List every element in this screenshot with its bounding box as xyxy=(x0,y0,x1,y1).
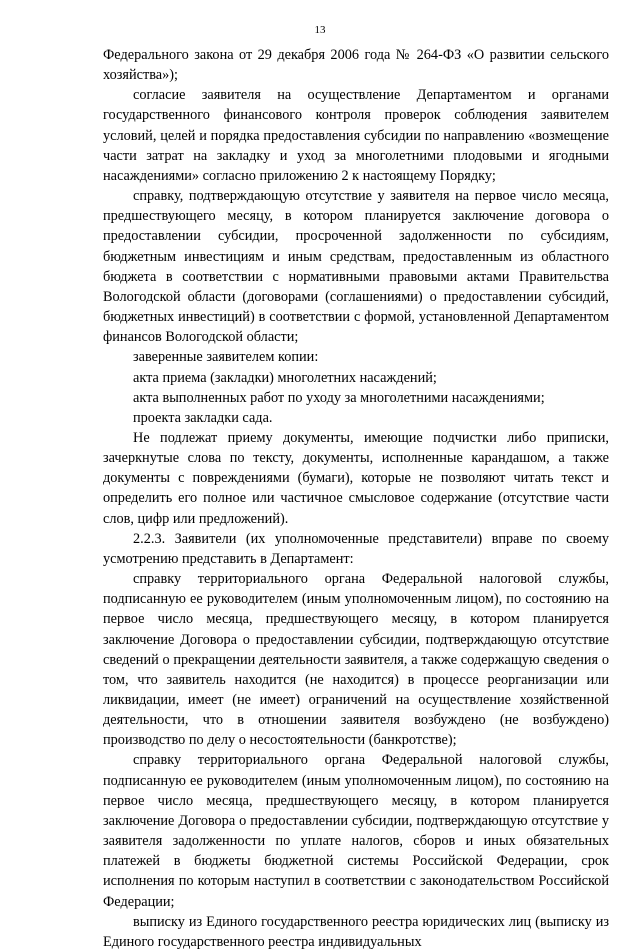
paragraph-tax-certificate-debt: справку территориального органа Федеральной налоговой службы, подписанную ее руководителем (иным уполномоченным лицом), по состоянию на первое число месяца, предшествующего месяцу, в котором планируется заключение Договора о предоставлении субсидии, подтверждающую отсутствие у заявителя задолженности по уплате налогов, сборов и иных обязательных платежей в бюджеты бюджетной системы Российской Федерации, срок исполнения по которым наступил в соответствии с законодательством Российской Федерации; xyxy=(103,752,609,910)
paragraph-law-reference: Федерального закона от 29 декабря 2006 года № 264-ФЗ «О развитии сельского хозяйства»); xyxy=(103,47,609,84)
paragraph-rejection-rules: Не подлежат приему документы, имеющие подчистки либо приписки, зачеркнутые слова по тексту, документы, исполненные карандашом, а также документы с повреждениями (бумаги), которые не позволяют читать текст и определить его полное или частичное смысловое содержание (отсутствие части слов, цифр или предложений). xyxy=(103,429,609,527)
paragraph-registry-extract: выписку из Единого государственного реестра юридических лиц (выписку из Единого государственного реестра индивидуальных xyxy=(103,913,609,950)
paragraph-garden-project: проекта закладки сада. xyxy=(133,409,273,426)
document-body xyxy=(103,45,609,952)
paragraph-act-planting: акта приема (закладки) многолетних насаждений; xyxy=(133,369,437,386)
paragraph-section-2-2-3: 2.2.3. Заявители (их уполномоченные представители) вправе по своему усмотрению представить в Департамент: xyxy=(103,530,609,567)
paragraph-certificate-debt: справку, подтверждающую отсутствие у заявителя на первое число месяца, предшествующего месяцу, в котором планируется заключение договора о предоставлении субсидии, просроченной задолженности по субсидиям, бюджетным инвестициям и иным средствам, предоставленным из областного бюджета в соответствии с нормативными правовыми актами Правительства Вологодской области (договорами (соглашениями) о предоставлении субсидий, бюджетных инвестиций) в соответствии с формой, установленной Департаментом финансов Вологодской области; xyxy=(103,188,609,346)
paragraph-certified-copies: заверенные заявителем копии: xyxy=(133,349,319,366)
page-number: 13 xyxy=(314,24,326,36)
paragraph-act-works: акта выполненных работ по уходу за многолетними насаждениями; xyxy=(133,389,545,406)
paragraph-consent: согласие заявителя на осуществление Департаментом и органами государственного финансового контроля проверок соблюдения заявителем условий, целей и порядка предоставления субсидии по направлению «возмещение части затрат на закладку и уход за многолетними плодовыми и ягодными насаждениями» согласно приложению 2 к настоящему Порядку; xyxy=(103,87,609,184)
paragraph-tax-certificate-status: справку территориального органа Федеральной налоговой службы, подписанную ее руководителем (иным уполномоченным лицом), по состоянию на первое число месяца, предшествующего месяцу, в котором планируется заключение Договора о предоставлении субсидии, подтверждающую отсутствие сведений о прекращении деятельности заявителя, а также содержащую сведения о том, что заявитель находится (не находится) в процессе реорганизации или ликвидации, имеет (не имеет) ограничений на осуществление хозяйственной деятельности, что в отношении заявителя возбуждено (не возбуждено) производство по делу о несостоятельности (банкротстве); xyxy=(103,571,609,749)
